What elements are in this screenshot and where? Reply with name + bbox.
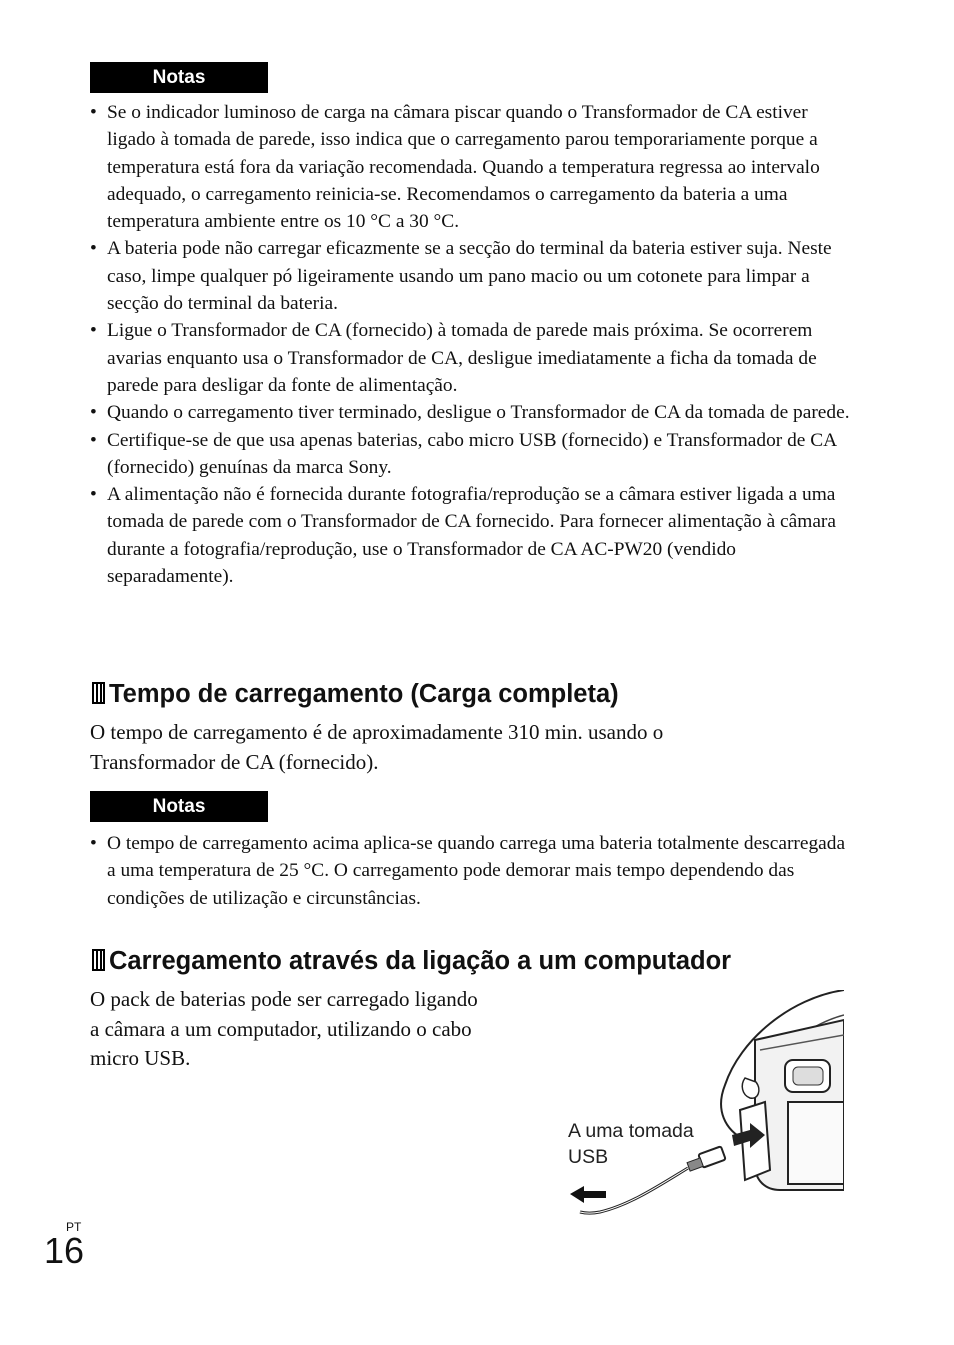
section-marker-icon [92,682,105,704]
note-item: • Certifique-se de que usa apenas baterias, cabo micro USB (fornecido) e Transformador de CA (fornecido) genuínas da marca Sony. [90,427,850,482]
figure-caption [568,1118,728,1170]
text-line: micro USB. [90,1046,191,1070]
section-heading-computer-charging [92,945,731,977]
notes-list [90,99,850,590]
section-paragraph [90,718,663,777]
section-heading-charging-time [92,678,619,710]
notes-list [90,830,850,912]
page-number: 16 [44,1230,85,1271]
notes-label: Notas [90,62,268,93]
text-line: a câmara a um computador, utilizando o cabo [90,1016,472,1041]
notes-label: Notas [90,791,268,822]
text-line: Transformador de CA (fornecido). [90,749,379,774]
section-title: Carregamento através da ligação a um computador [109,947,732,975]
text-line: O tempo de carregamento é de aproximadamente 310 min. usando o [90,720,664,744]
section-marker-icon [92,949,105,971]
camera-usb-illustration [560,990,844,1225]
note-item: • A bateria pode não carregar eficazmente se a secção do terminal da bateria estiver suja. Neste caso, limpe qualquer pó ligeiramente usando um pano macio ou um cotonete para limpar a secção do terminal da bateria. [90,235,850,317]
text-line: O pack de baterias pode ser carregado ligando [90,987,478,1011]
section-title: Tempo de carregamento (Carga completa) [109,680,619,708]
section-paragraph [90,985,478,1074]
caption-line: A uma tomada [568,1120,694,1142]
note-item: • Quando o carregamento tiver terminado, desligue o Transformador de CA da tomada de parede. [90,399,850,426]
language-code: PT [66,1220,82,1234]
note-item: • Se o indicador luminoso de carga na câmara piscar quando o Transformador de CA estiver ligado à tomada de parede, isso indica que o carregamento parou temporariamente porque a temperatura está fora da variação recomendada. Quando a temperatura regressa ao intervalo adequado, o carregamento reinicia-se. Recomendamos o carregamento da bateria a uma temperatura ambiente entre os 10 °C a 30 °C. [90,99,850,235]
note-item: • Ligue o Transformador de CA (fornecido) à tomada de parede mais próxima. Se ocorrerem avarias enquanto usa o Transformador de CA, desligue imediatamente a ficha da tomada de parede para desligar da fonte de alimentação. [90,317,850,399]
note-item: • O tempo de carregamento acima aplica-se quando carrega uma bateria totalmente descarregada a uma temperatura de 25 °C. O carregamento pode demorar mais tempo dependendo das condições de utilização e circunstâncias. [90,830,850,912]
note-item: • A alimentação não é fornecida durante fotografia/reprodução se a câmara estiver ligada a uma tomada de parede com o Transformador de CA fornecido. Para fornecer alimentação à câmara durante a fotografia/reprodução, use o Transformador de CA AC-PW20 (vendido separadamente). [90,481,850,590]
caption-line: USB [568,1146,609,1168]
